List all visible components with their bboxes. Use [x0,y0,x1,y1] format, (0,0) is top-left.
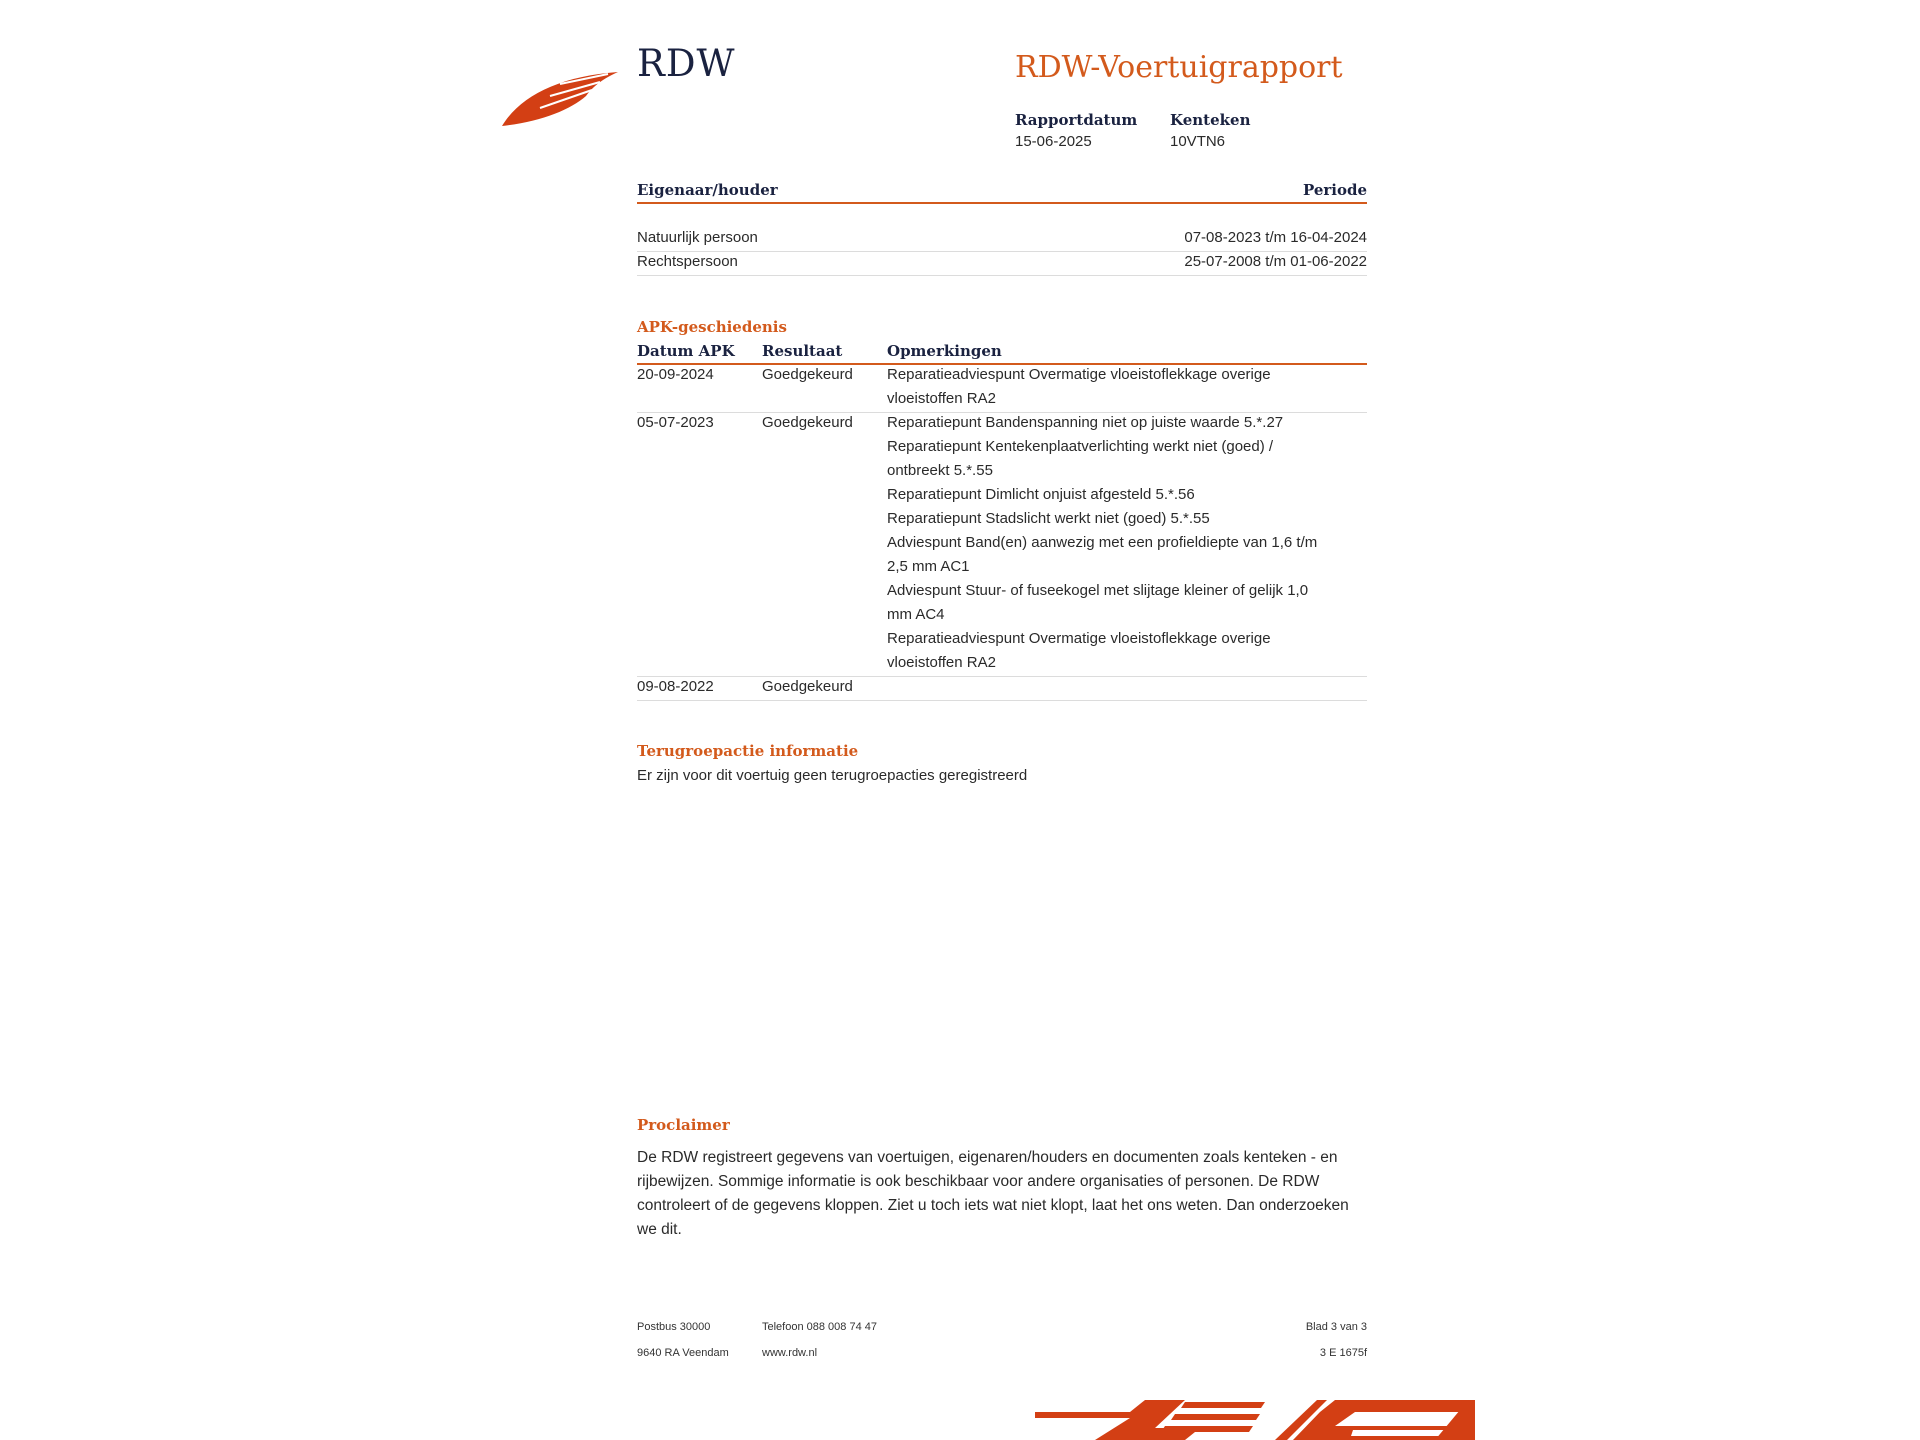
row-divider [637,676,1367,677]
apk-row-3-date: 09-08-2022 [637,678,714,695]
apk-row-3-result: Goedgekeurd [762,678,853,695]
remark-line: Reparatiepunt Kentekenplaatverlichting werkt niet (goed) / [887,438,1274,455]
footer-city: 9640 RA Veendam [637,1347,729,1359]
remark-line: 2,5 mm AC1 [887,558,970,575]
apk-row-2-result: Goedgekeurd [762,414,853,431]
apk-row-2-date: 05-07-2023 [637,414,714,431]
apk-row-1-result: Goedgekeurd [762,366,853,383]
apk-date-header: Datum APK [637,342,735,360]
owner-row-1-owner: Natuurlijk persoon [637,229,758,246]
remark-line: mm AC4 [887,606,945,623]
owner-row-2-period: 25-07-2008 t/m 01-06-2022 [1184,253,1367,270]
document-title: RDW-Voertuigrapport [1015,50,1343,85]
owner-row-2-owner: Rechtspersoon [637,253,738,270]
remark-line: Reparatiepunt Stadslicht werkt niet (goed) 5.*.55 [887,510,1210,527]
period-column-header: Periode [1302,181,1367,199]
apk-remarks-header: Opmerkingen [887,342,1002,360]
remark-line: vloeistoffen RA2 [887,654,996,671]
proclaimer-text: De RDW registreert gegevens van voertuigen, eigenaren/houders en documenten zoals kenteken - en rijbewijzen. Sommige informatie is ook beschikbaar voor andere organisaties of personen. De RDW controleert of de gegevens kloppen. Ziet u toch iets wat niet klopt, laat het ons weten. Dan onderzoeken we dit. [637,1149,1349,1238]
remark-line: Reparatiepunt Dimlicht onjuist afgesteld 5.*.56 [887,486,1195,503]
proclaimer-title: Proclaimer [637,1116,730,1134]
apk-row-2-remarks [887,411,1357,675]
remark-line: Reparatieadviespunt Overmatige vloeistoflekkage overige [887,366,1271,383]
footer-phone: Telefoon 088 008 74 47 [762,1321,877,1333]
footer-document-code: 3 E 1675f [1319,1347,1367,1359]
row-divider [637,700,1367,701]
remark-line: Adviespunt Stuur- of fuseekogel met slijtage kleiner of gelijk 1,0 [887,582,1309,599]
remark-line: Reparatieadviespunt Overmatige vloeistoflekkage overige [887,630,1271,647]
recall-section-title: Terugroepactie informatie [637,742,859,760]
plate-label: Kenteken [1170,111,1251,129]
footer-website[interactable]: www.rdw.nl [762,1347,818,1359]
remark-line: vloeistoffen RA2 [887,390,996,407]
row-divider [637,275,1367,276]
report-date-label: Rapportdatum [1015,111,1138,129]
owner-column-header: Eigenaar/houder [637,181,778,199]
apk-row-1-date: 20-09-2024 [637,366,714,383]
apk-row-1-remarks [887,363,1347,411]
remark-line: Reparatiepunt Bandenspanning niet op juiste waarde 5.*.27 [887,414,1284,431]
owner-table-rule [637,202,1367,204]
remark-line: ontbreekt 5.*.55 [887,462,993,479]
owner-row-1-period: 07-08-2023 t/m 16-04-2024 [1184,229,1367,246]
footer-postbus: Postbus 30000 [637,1321,711,1333]
decorative-stripes-icon [1035,1398,1475,1440]
plate-value: 10VTN6 [1170,133,1226,150]
recall-text: Er zijn voor dit voertuig geen terugroepacties geregistreerd [637,767,1028,784]
apk-result-header: Resultaat [762,342,843,360]
rdw-logo-icon [500,66,620,128]
apk-section-title: APK-geschiedenis [637,318,787,336]
remark-line: Adviespunt Band(en) aanwezig met een profieldiepte van 1,6 t/m [887,534,1318,551]
report-date-value: 15-06-2025 [1015,133,1092,150]
brand-name: RDW [637,42,736,85]
footer-page-number: Blad 3 van 3 [1305,1321,1367,1333]
